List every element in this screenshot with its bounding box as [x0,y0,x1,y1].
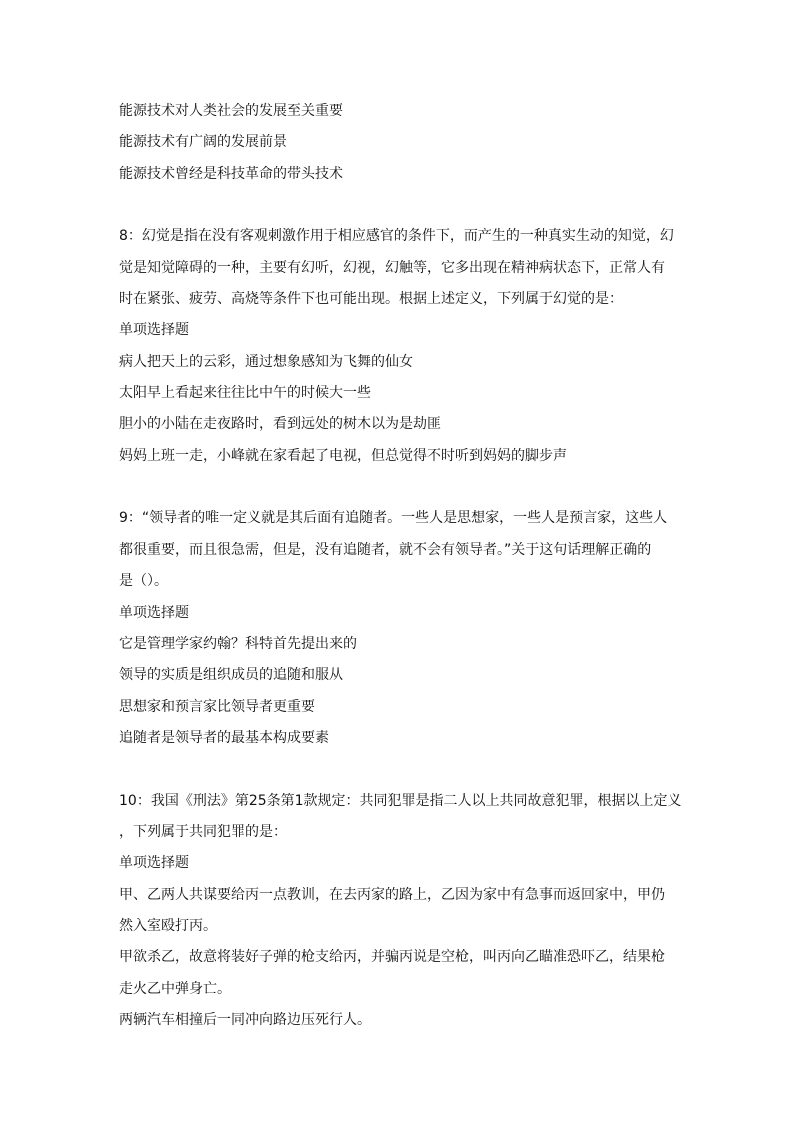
option-text: 太阳早上看起来往往比中午的时候大一些 [119,385,371,402]
question-stem: 是（）。 [119,573,168,590]
paragraph-gap [119,754,689,785]
option-text: 甲、乙两人共谋要给丙一点教训，在去丙家的路上，乙因为家中有急事而返回家中，甲仍 [119,886,665,903]
question-stem: 9：“领导者的唯一定义就是其后面有追随者。一些人是思想家，一些人是预言家，这些人 [119,510,668,527]
question-stem: 时在紧张、疲劳、高烧等条件下也可能出现。根据上述定义，下列属于幻觉的是： [119,291,623,308]
question-stem: 8：幻觉是指在没有客观刺激作用于相应感官的条件下，而产生的一种真实生动的知觉，幻 [119,228,674,245]
option-text: 然入室殴打丙。 [119,917,217,934]
option-text: 胆小的小陆在走夜路时，看到远处的树木以为是劫匪 [119,416,441,433]
option-text: 能源技术曾经是科技革命的带头技术 [119,165,343,182]
question-type-label: 单项选择题 [119,604,189,621]
paragraph-gap [119,190,689,221]
option-text: 走火乙中弹身亡。 [119,980,231,997]
option-text: 妈妈上班一走，小峰就在家看起了电视，但总觉得不时听到妈妈的脚步声 [119,447,567,464]
question-type-label: 单项选择题 [119,322,189,339]
option-text: 领导的实质是组织成员的追随和服从 [119,667,343,684]
option-text: 能源技术有广阔的发展前景 [119,134,287,151]
question-stem: ，下列属于共同犯罪的是： [119,823,287,840]
option-text: 甲欲杀乙，故意将装好子弹的枪支给丙，并骗丙说是空枪，叫丙向乙瞄准恐吓乙，结果枪 [119,949,665,966]
option-text: 思想家和预言家比领导者更重要 [119,698,315,715]
paragraph-gap [119,472,689,503]
option-text: 追随者是领导者的最基本构成要素 [119,729,329,746]
option-text: 能源技术对人类社会的发展至关重要 [119,103,343,119]
option-text: 病人把天上的云彩，通过想象感知为飞舞的仙女 [119,353,413,370]
option-text: 两辆汽车相撞后一同冲向路边压死行人。 [119,1011,371,1028]
question-stem: 10：我国《刑法》第25条第1款规定：共同犯罪是指二人以上共同故意犯罪，根据以上定义 [119,792,682,809]
question-stem: 觉是知觉障碍的一种，主要有幻听，幻视，幻触等，它多出现在精神病状态下，正常人有 [119,259,665,276]
document-body [119,96,689,1036]
question-type-label: 单项选择题 [119,855,189,872]
question-stem: 都很重要，而且很急需，但是，没有追随者，就不会有领导者。”关于这句话理解正确的 [119,541,652,558]
option-text: 它是管理学家约翰？科特首先提出来的 [119,635,357,652]
